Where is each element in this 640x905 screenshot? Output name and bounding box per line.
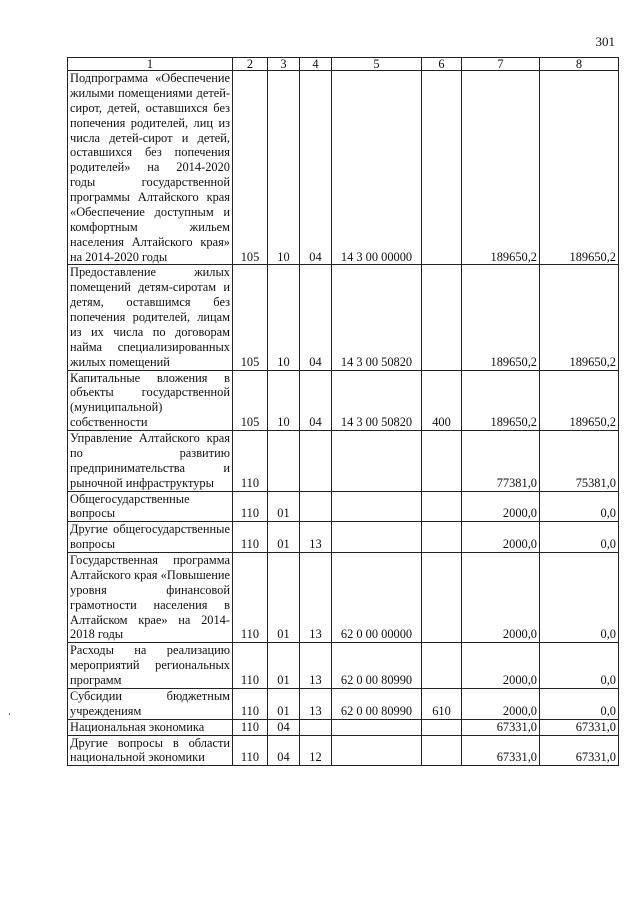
- row-name: Другие общегосударственные вопросы: [68, 522, 233, 553]
- cell-amount-year2: 0,0: [540, 688, 619, 719]
- cell-target-article: 14 3 00 50820: [332, 370, 422, 431]
- cell-amount-year2: 0,0: [540, 491, 619, 522]
- cell-subsection: 13: [300, 553, 332, 643]
- table-row: [68, 265, 619, 370]
- cell-section: 01: [268, 553, 300, 643]
- row-name: Общегосударственные вопросы: [68, 491, 233, 522]
- cell-expense-type: [422, 719, 462, 735]
- cell-amount-year1: 2000,0: [462, 491, 540, 522]
- cell-amount-year2: 67331,0: [540, 735, 619, 766]
- row-name: Капитальные вложения в объекты государственной (муниципальной) собственности: [68, 370, 233, 431]
- cell-admin-code: 105: [233, 370, 268, 431]
- cell-target-article: [332, 719, 422, 735]
- cell-section: 04: [268, 719, 300, 735]
- cell-section: 10: [268, 265, 300, 370]
- cell-expense-type: [422, 643, 462, 689]
- cell-amount-year2: 0,0: [540, 522, 619, 553]
- cell-amount-year2: 189650,2: [540, 370, 619, 431]
- cell-amount-year1: 2000,0: [462, 643, 540, 689]
- cell-admin-code: 110: [233, 688, 268, 719]
- cell-amount-year1: 2000,0: [462, 688, 540, 719]
- cell-amount-year2: 189650,2: [540, 265, 619, 370]
- cell-section: 10: [268, 370, 300, 431]
- header-cell: 4: [300, 58, 332, 71]
- cell-subsection: 04: [300, 71, 332, 265]
- header-cell: 6: [422, 58, 462, 71]
- cell-amount-year2: 75381,0: [540, 431, 619, 492]
- cell-target-article: [332, 735, 422, 766]
- cell-admin-code: 110: [233, 522, 268, 553]
- cell-admin-code: 110: [233, 491, 268, 522]
- cell-expense-type: [422, 431, 462, 492]
- row-name: Национальная экономика: [68, 719, 233, 735]
- page-number: 301: [595, 34, 615, 49]
- table-row: [68, 643, 619, 689]
- cell-amount-year1: 77381,0: [462, 431, 540, 492]
- cell-admin-code: 105: [233, 265, 268, 370]
- cell-target-article: [332, 491, 422, 522]
- cell-expense-type: 610: [422, 688, 462, 719]
- cell-expense-type: 400: [422, 370, 462, 431]
- table-row: [68, 688, 619, 719]
- cell-section: 01: [268, 643, 300, 689]
- cell-amount-year1: 2000,0: [462, 522, 540, 553]
- header-cell: 7: [462, 58, 540, 71]
- budget-table: [67, 57, 619, 766]
- cell-subsection: 04: [300, 370, 332, 431]
- row-name: Субсидии бюджетным учреждениям: [68, 688, 233, 719]
- table-row: [68, 553, 619, 643]
- cell-target-article: [332, 431, 422, 492]
- row-name: Расходы на реализацию мероприятий региональных программ: [68, 643, 233, 689]
- cell-amount-year1: 189650,2: [462, 71, 540, 265]
- cell-target-article: 14 3 00 00000: [332, 71, 422, 265]
- cell-target-article: 62 0 00 80990: [332, 688, 422, 719]
- table-header-row: [68, 58, 619, 71]
- cell-expense-type: [422, 265, 462, 370]
- cell-amount-year2: 0,0: [540, 553, 619, 643]
- cell-section: 10: [268, 71, 300, 265]
- row-name: Управление Алтайского края по развитию предпринимательства и рыночной инфраструктуры: [68, 431, 233, 492]
- cell-admin-code: 110: [233, 643, 268, 689]
- cell-target-article: 62 0 00 00000: [332, 553, 422, 643]
- cell-expense-type: [422, 522, 462, 553]
- cell-section: 01: [268, 688, 300, 719]
- cell-expense-type: [422, 491, 462, 522]
- row-name: Предоставление жилых помещений детям-сиротам и детям, оставшимся без попечения родителей, лицам из их числа по договорам найма специализированных жилых помещений: [68, 265, 233, 370]
- cell-admin-code: 110: [233, 735, 268, 766]
- table-row: [68, 522, 619, 553]
- cell-section: 04: [268, 735, 300, 766]
- cell-subsection: 04: [300, 265, 332, 370]
- cell-amount-year2: 0,0: [540, 643, 619, 689]
- table-row: [68, 71, 619, 265]
- cell-target-article: 62 0 00 80990: [332, 643, 422, 689]
- row-name: Государственная программа Алтайского края «Повышение уровня финансовой грамотности населения в Алтайском крае» на 2014-2018 годы: [68, 553, 233, 643]
- table-row: [68, 491, 619, 522]
- cell-amount-year1: 2000,0: [462, 553, 540, 643]
- cell-amount-year1: 67331,0: [462, 735, 540, 766]
- header-cell: 2: [233, 58, 268, 71]
- cell-amount-year1: 67331,0: [462, 719, 540, 735]
- header-cell: 8: [540, 58, 619, 71]
- cell-subsection: [300, 431, 332, 492]
- cell-subsection: 13: [300, 688, 332, 719]
- cell-amount-year2: 67331,0: [540, 719, 619, 735]
- cell-subsection: [300, 491, 332, 522]
- cell-expense-type: [422, 735, 462, 766]
- cell-admin-code: 105: [233, 71, 268, 265]
- table-row: [68, 431, 619, 492]
- cell-target-article: [332, 522, 422, 553]
- header-cell: 5: [332, 58, 422, 71]
- cell-section: [268, 431, 300, 492]
- header-cell: 1: [68, 58, 233, 71]
- cell-amount-year1: 189650,2: [462, 265, 540, 370]
- cell-admin-code: 110: [233, 553, 268, 643]
- cell-amount-year1: 189650,2: [462, 370, 540, 431]
- cell-section: 01: [268, 522, 300, 553]
- table-row: [68, 735, 619, 766]
- row-name: Другие вопросы в области национальной экономики: [68, 735, 233, 766]
- cell-subsection: 12: [300, 735, 332, 766]
- cell-admin-code: 110: [233, 431, 268, 492]
- row-name: Подпрограмма «Обеспечение жилыми помещениями детей-сирот, детей, оставшихся без попечения родителей, лиц из числа детей-сирот и детей, оставшихся без попечения родителей» на 2014-2020 годы государственной программы Алтайского края «Обеспечение доступным и комфортным жильем населения Алтайского края» на 2014-2020 годы: [68, 71, 233, 265]
- cell-admin-code: 110: [233, 719, 268, 735]
- cell-amount-year2: 189650,2: [540, 71, 619, 265]
- scan-speck: [9, 713, 10, 715]
- cell-expense-type: [422, 553, 462, 643]
- cell-subsection: [300, 719, 332, 735]
- table-row: [68, 719, 619, 735]
- cell-section: 01: [268, 491, 300, 522]
- table-row: [68, 370, 619, 431]
- cell-expense-type: [422, 71, 462, 265]
- cell-target-article: 14 3 00 50820: [332, 265, 422, 370]
- cell-subsection: 13: [300, 522, 332, 553]
- cell-subsection: 13: [300, 643, 332, 689]
- header-cell: 3: [268, 58, 300, 71]
